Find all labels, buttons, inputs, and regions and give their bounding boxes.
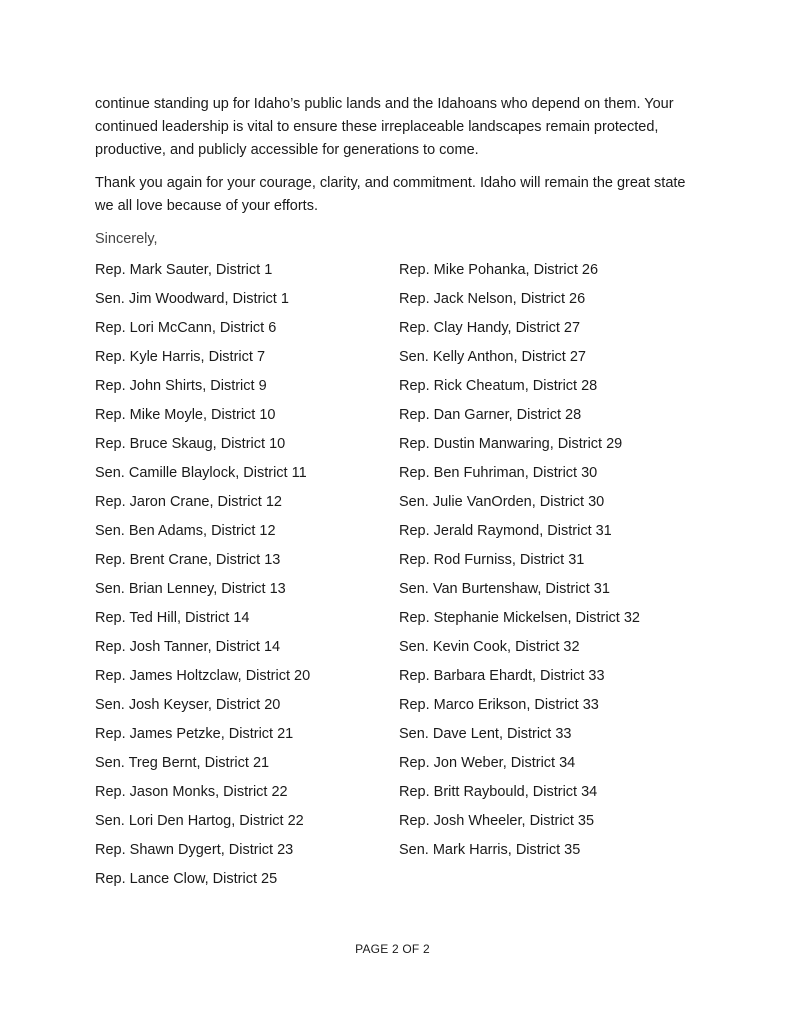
signatory-name: Rep. Josh Wheeler, District 35: [399, 813, 595, 829]
signatory-name: Rep. Rick Cheatum, District 28: [399, 378, 598, 394]
signatory-name: Rep. Bruce Skaug, District 10: [95, 436, 286, 452]
body-paragraph-1: continue standing up for Idaho’s public lands and the Idahoans who depend on them. Your continued leadership is vital to ensure these irreplaceable landscapes remain protected, productive, and publicly accessible for generations to come.: [95, 96, 674, 158]
signatory-name: Rep. Lance Clow, District 25: [95, 871, 278, 887]
signatory-name: Sen. Josh Keyser, District 20: [95, 697, 281, 713]
signatory-name: Sen. Jim Woodward, District 1: [95, 291, 289, 307]
page-number: PAGE 2 OF 2: [355, 942, 430, 956]
signatory-name: Rep. Britt Raybould, District 34: [399, 784, 598, 800]
signatory-name: Rep. Mark Sauter, District 1: [95, 262, 273, 278]
signatory-name: Rep. Mike Pohanka, District 26: [399, 262, 599, 278]
signatory-name: Rep. Jerald Raymond, District 31: [399, 523, 612, 539]
signatory-name: Sen. Lori Den Hartog, District 22: [95, 813, 304, 829]
signatory-name: Sen. Camille Blaylock, District 11: [95, 465, 307, 481]
signatory-name: Sen. Julie VanOrden, District 30: [399, 494, 605, 510]
body-paragraph-2: Thank you again for your courage, clarity, and commitment. Idaho will remain the great state we all love because of your efforts.: [95, 175, 686, 214]
signatory-name: Rep. Jon Weber, District 34: [399, 755, 576, 771]
signatory-name: Rep. Shawn Dygert, District 23: [95, 842, 294, 858]
signatory-name: Sen. Dave Lent, District 33: [399, 726, 572, 742]
signatory-name: Rep. Brent Crane, District 13: [95, 552, 281, 568]
signatory-name: Sen. Brian Lenney, District 13: [95, 581, 286, 597]
signatory-name: Rep. Ted Hill, District 14: [95, 610, 250, 626]
signatory-name: Rep. Josh Tanner, District 14: [95, 639, 281, 655]
signatory-name: Rep. Jaron Crane, District 12: [95, 494, 282, 510]
signatory-name: Sen. Kevin Cook, District 32: [399, 639, 580, 655]
signatory-name: Sen. Van Burtenshaw, District 31: [399, 581, 610, 597]
signatory-name: Rep. Ben Fuhriman, District 30: [399, 465, 598, 481]
signatory-name: Rep. Barbara Ehardt, District 33: [399, 668, 605, 684]
signatory-name: Sen. Kelly Anthon, District 27: [399, 349, 586, 365]
signatory-name: Rep. James Holtzclaw, District 20: [95, 668, 311, 684]
signatory-name: Rep. Stephanie Mickelsen, District 32: [399, 610, 640, 626]
signatory-name: Rep. Dan Garner, District 28: [399, 407, 582, 423]
signatory-name: Rep. John Shirts, District 9: [95, 378, 267, 394]
signatory-name: Rep. Clay Handy, District 27: [399, 320, 581, 336]
signatory-name: Sen. Ben Adams, District 12: [95, 523, 276, 539]
signatory-name: Rep. Dustin Manwaring, District 29: [399, 436, 623, 452]
signatory-name: Rep. James Petzke, District 21: [95, 726, 294, 742]
signatory-name: Rep. Kyle Harris, District 7: [95, 349, 266, 365]
signatory-name: Sen. Mark Harris, District 35: [399, 842, 581, 858]
closing-salutation: Sincerely,: [95, 231, 158, 247]
signatory-name: Rep. Lori McCann, District 6: [95, 320, 277, 336]
signatory-name: Sen. Treg Bernt, District 21: [95, 755, 270, 771]
signatory-name: Rep. Marco Erikson, District 33: [399, 697, 599, 713]
signatory-name: Rep. Mike Moyle, District 10: [95, 407, 276, 423]
signatory-name: Rep. Jack Nelson, District 26: [399, 291, 586, 307]
signatories-left-column: [95, 259, 395, 897]
signatories-right-column: [399, 259, 699, 868]
signatory-name: Rep. Rod Furniss, District 31: [399, 552, 585, 568]
signatory-name: Rep. Jason Monks, District 22: [95, 784, 288, 800]
